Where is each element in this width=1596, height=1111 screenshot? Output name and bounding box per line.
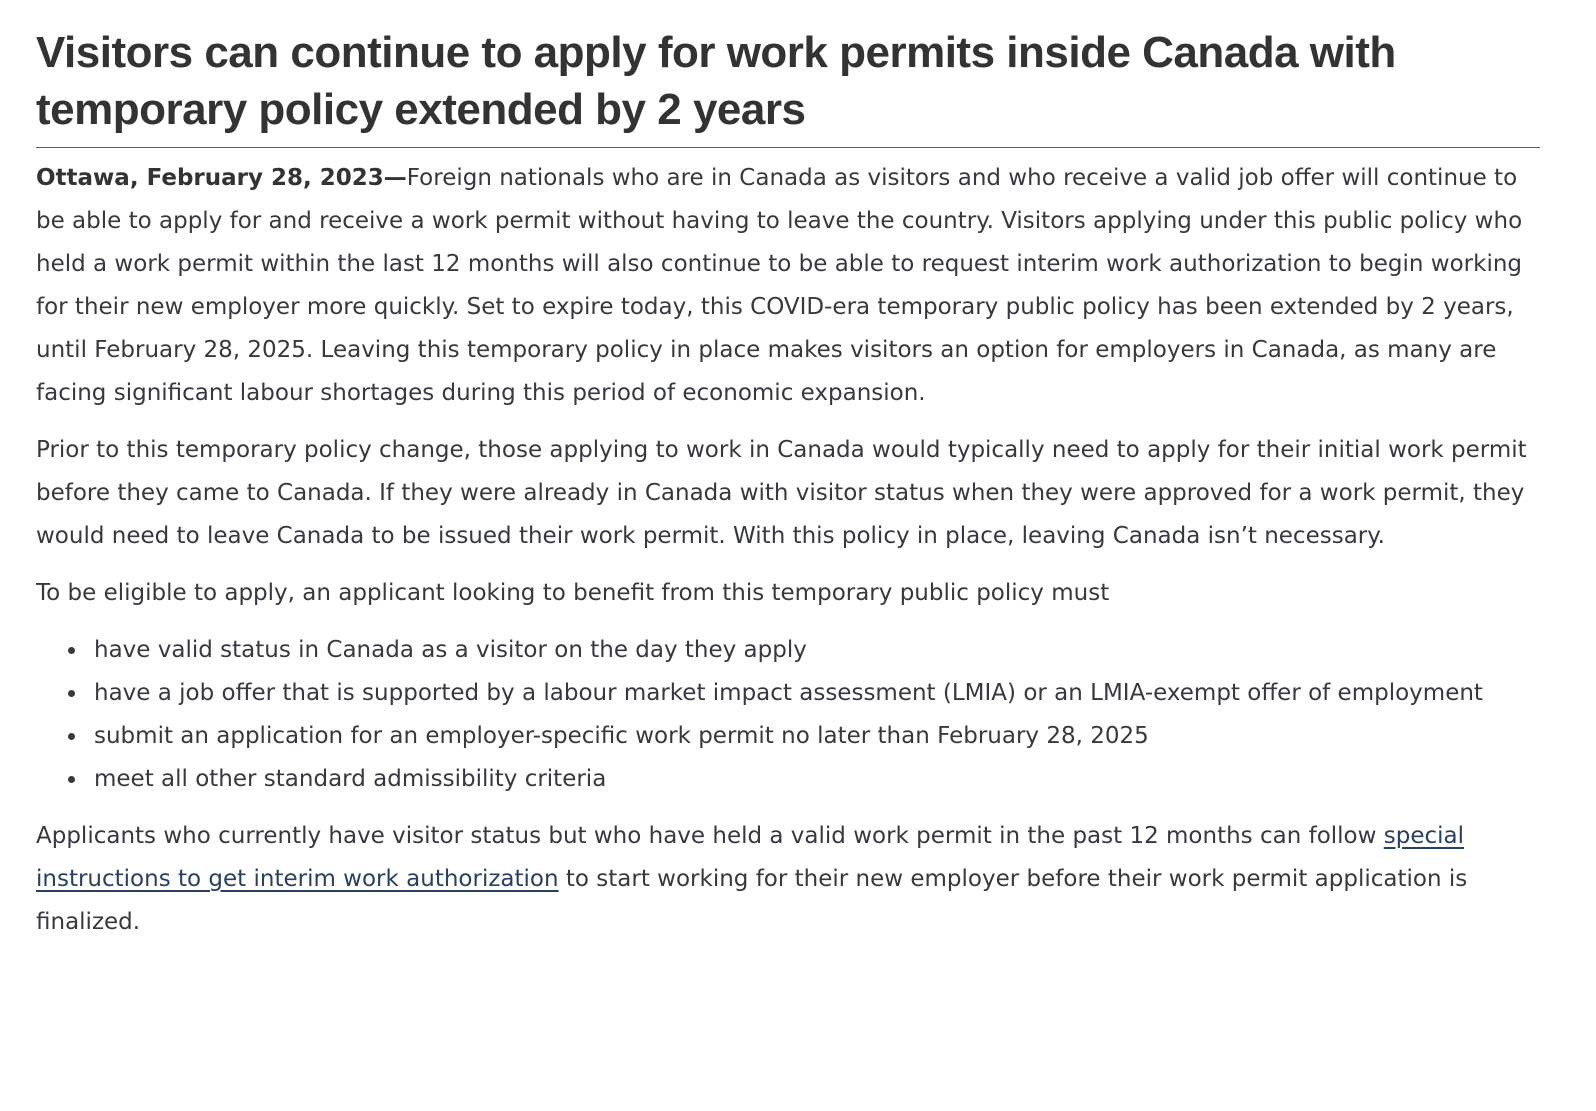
paragraph-4: [36, 815, 1540, 944]
dateline: Ottawa, February 28, 2023—: [36, 165, 407, 191]
list-item: • meet all other standard admissibility criteria: [88, 758, 1540, 801]
list-item: • have valid status in Canada as a visitor on the day they apply: [88, 629, 1540, 672]
interim-work-authorization-link[interactable]: special instructions to get interim work authorization: [36, 823, 1465, 892]
page-title: Visitors can continue to apply for work permits inside Canada with temporary policy extended by 2 years: [36, 28, 1396, 134]
list-item: • have a job offer that is supported by a labour market impact assessment (LMIA) or an LMIA-exempt offer of employment: [88, 672, 1540, 715]
paragraph-dateline: [36, 157, 1540, 415]
paragraph-2: Prior to this temporary policy change, those applying to work in Canada would typically need to apply for their initial work permit before they came to Canada. If they were already in Canada with visitor status when they were approved for a work permit, they would need to leave Canada to be issued their work permit. With this policy in place, leaving Canada isn’t necessary.: [36, 437, 1527, 549]
eligibility-list: [36, 629, 1540, 801]
paragraph-1-text: Foreign nationals who are in Canada as visitors and who receive a valid job offer will continue to be able to apply for and receive a work permit without having to leave the country. Visitors applying under this public policy who held a work permit within the last 12 months will also continue to be able to request interim work authorization to begin working for their new employer more quickly. Set to expire today, this COVID-era temporary public policy has been extended by 2 years, until February 28, 2025. Leaving this temporary policy in place makes visitors an option for employers in Canada, as many are facing significant labour shortages during this period of economic expansion.: [36, 165, 1523, 406]
paragraph-4-before-link: Applicants who currently have visitor status but who have held a valid work permit in the past 12 months can follow: [36, 823, 1384, 849]
paragraph-3-eligibility-intro: To be eligible to apply, an applicant looking to benefit from this temporary public policy must: [36, 580, 1110, 606]
title-rule: [36, 147, 1540, 148]
list-item: • submit an application for an employer-specific work permit no later than February 28, 2025: [88, 715, 1540, 758]
paragraph-4-after-link: to start working for their new employer before their work permit application is finalized.: [36, 866, 1468, 935]
